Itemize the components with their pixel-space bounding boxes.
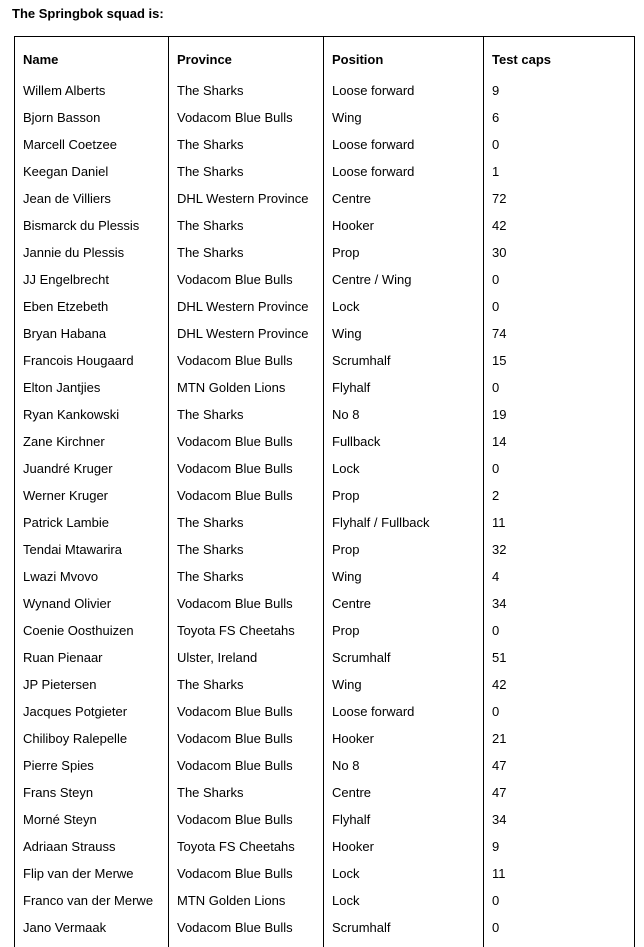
- squad-table: [14, 36, 635, 947]
- player-name-cell: Keegan Daniel: [15, 158, 169, 185]
- province-cell: The Sharks: [169, 77, 324, 104]
- position-cell: Loose forward: [324, 698, 484, 725]
- caps-cell: 42: [484, 671, 635, 698]
- caps-cell: 42: [484, 212, 635, 239]
- position-cell: Prop: [324, 536, 484, 563]
- caps-cell: 0: [484, 887, 635, 914]
- province-cell: Vodacom Blue Bulls: [169, 725, 324, 752]
- caps-cell: 2: [484, 482, 635, 509]
- caps-cell: 21: [484, 725, 635, 752]
- caps-cell: 32: [484, 536, 635, 563]
- position-cell: Lock: [324, 860, 484, 887]
- province-cell: Vodacom Blue Bulls: [169, 482, 324, 509]
- player-name-cell: Lwazi Mvovo: [15, 563, 169, 590]
- position-cell: Flyhalf / Fullback: [324, 509, 484, 536]
- player-name-cell: Elton Jantjies: [15, 374, 169, 401]
- province-cell: Vodacom Blue Bulls: [169, 752, 324, 779]
- position-cell: Prop: [324, 617, 484, 644]
- table-row: [15, 266, 635, 293]
- table-row: [15, 347, 635, 374]
- province-cell: The Sharks: [169, 158, 324, 185]
- province-cell: Vodacom Blue Bulls: [169, 590, 324, 617]
- table-row: [15, 131, 635, 158]
- caps-cell: 0: [484, 698, 635, 725]
- table-row: [15, 401, 635, 428]
- caps-cell: 72: [484, 185, 635, 212]
- position-cell: Scrumhalf: [324, 644, 484, 671]
- caps-cell: 0: [484, 455, 635, 482]
- squad-table-body: [15, 77, 635, 947]
- caps-cell: 74: [484, 320, 635, 347]
- column-header-test-caps: Test caps: [484, 37, 635, 78]
- table-row: [15, 644, 635, 671]
- player-name-cell: Flip van der Merwe: [15, 860, 169, 887]
- caps-cell: 34: [484, 806, 635, 833]
- table-row: [15, 833, 635, 860]
- caps-cell: 47: [484, 752, 635, 779]
- caps-cell: 30: [484, 239, 635, 266]
- position-cell: Loose forward: [324, 131, 484, 158]
- player-name-cell: JJ Engelbrecht: [15, 266, 169, 293]
- player-name-cell: Chiliboy Ralepelle: [15, 725, 169, 752]
- position-cell: No 8: [324, 752, 484, 779]
- position-cell: Prop: [324, 482, 484, 509]
- province-cell: MTN Golden Lions: [169, 374, 324, 401]
- province-cell: Vodacom Blue Bulls: [169, 914, 324, 947]
- player-name-cell: Marcell Coetzee: [15, 131, 169, 158]
- player-name-cell: Coenie Oosthuizen: [15, 617, 169, 644]
- player-name-cell: Bjorn Basson: [15, 104, 169, 131]
- position-cell: Wing: [324, 320, 484, 347]
- caps-cell: 4: [484, 563, 635, 590]
- province-cell: MTN Golden Lions: [169, 887, 324, 914]
- province-cell: The Sharks: [169, 563, 324, 590]
- position-cell: Centre: [324, 185, 484, 212]
- position-cell: Centre / Wing: [324, 266, 484, 293]
- position-cell: Fullback: [324, 428, 484, 455]
- province-cell: DHL Western Province: [169, 293, 324, 320]
- province-cell: The Sharks: [169, 509, 324, 536]
- table-row: [15, 293, 635, 320]
- caps-cell: 0: [484, 266, 635, 293]
- table-row: [15, 104, 635, 131]
- caps-cell: 11: [484, 860, 635, 887]
- province-cell: The Sharks: [169, 401, 324, 428]
- player-name-cell: Bismarck du Plessis: [15, 212, 169, 239]
- table-row: [15, 725, 635, 752]
- table-row: [15, 455, 635, 482]
- header-row: [15, 37, 635, 78]
- position-cell: Lock: [324, 887, 484, 914]
- player-name-cell: Jannie du Plessis: [15, 239, 169, 266]
- player-name-cell: Tendai Mtawarira: [15, 536, 169, 563]
- province-cell: Vodacom Blue Bulls: [169, 860, 324, 887]
- table-row: [15, 158, 635, 185]
- player-name-cell: Ryan Kankowski: [15, 401, 169, 428]
- table-row: [15, 482, 635, 509]
- player-name-cell: Jean de Villiers: [15, 185, 169, 212]
- player-name-cell: Morné Steyn: [15, 806, 169, 833]
- province-cell: Toyota FS Cheetahs: [169, 617, 324, 644]
- caps-cell: 11: [484, 509, 635, 536]
- position-cell: Wing: [324, 671, 484, 698]
- player-name-cell: Eben Etzebeth: [15, 293, 169, 320]
- position-cell: No 8: [324, 401, 484, 428]
- player-name-cell: Jacques Potgieter: [15, 698, 169, 725]
- caps-cell: 51: [484, 644, 635, 671]
- position-cell: Prop: [324, 239, 484, 266]
- table-row: [15, 752, 635, 779]
- province-cell: The Sharks: [169, 671, 324, 698]
- province-cell: Vodacom Blue Bulls: [169, 428, 324, 455]
- province-cell: The Sharks: [169, 779, 324, 806]
- caps-cell: 0: [484, 131, 635, 158]
- player-name-cell: Jano Vermaak: [15, 914, 169, 947]
- position-cell: Loose forward: [324, 77, 484, 104]
- table-row: [15, 563, 635, 590]
- table-row: [15, 590, 635, 617]
- player-name-cell: Bryan Habana: [15, 320, 169, 347]
- position-cell: Wing: [324, 104, 484, 131]
- position-cell: Hooker: [324, 833, 484, 860]
- position-cell: Scrumhalf: [324, 347, 484, 374]
- province-cell: Vodacom Blue Bulls: [169, 266, 324, 293]
- position-cell: Centre: [324, 590, 484, 617]
- column-header-name: Name: [15, 37, 169, 78]
- caps-cell: 34: [484, 590, 635, 617]
- player-name-cell: Frans Steyn: [15, 779, 169, 806]
- column-header-province: Province: [169, 37, 324, 78]
- page-title: The Springbok squad is:: [12, 6, 164, 21]
- player-name-cell: Franco van der Merwe: [15, 887, 169, 914]
- player-name-cell: Francois Hougaard: [15, 347, 169, 374]
- caps-cell: 0: [484, 293, 635, 320]
- caps-cell: 19: [484, 401, 635, 428]
- table-row: [15, 698, 635, 725]
- player-name-cell: Zane Kirchner: [15, 428, 169, 455]
- province-cell: DHL Western Province: [169, 320, 324, 347]
- column-header-position: Position: [324, 37, 484, 78]
- caps-cell: 15: [484, 347, 635, 374]
- province-cell: Vodacom Blue Bulls: [169, 698, 324, 725]
- position-cell: Hooker: [324, 212, 484, 239]
- province-cell: Ulster, Ireland: [169, 644, 324, 671]
- player-name-cell: Patrick Lambie: [15, 509, 169, 536]
- caps-cell: 9: [484, 77, 635, 104]
- table-row: [15, 914, 635, 947]
- player-name-cell: Adriaan Strauss: [15, 833, 169, 860]
- table-row: [15, 212, 635, 239]
- province-cell: The Sharks: [169, 212, 324, 239]
- position-cell: Scrumhalf: [324, 914, 484, 947]
- province-cell: The Sharks: [169, 239, 324, 266]
- table-row: [15, 671, 635, 698]
- position-cell: Wing: [324, 563, 484, 590]
- caps-cell: 0: [484, 914, 635, 947]
- player-name-cell: Willem Alberts: [15, 77, 169, 104]
- province-cell: Toyota FS Cheetahs: [169, 833, 324, 860]
- table-row: [15, 509, 635, 536]
- table-row: [15, 860, 635, 887]
- caps-cell: 0: [484, 617, 635, 644]
- position-cell: Loose forward: [324, 158, 484, 185]
- caps-cell: 9: [484, 833, 635, 860]
- table-row: [15, 185, 635, 212]
- caps-cell: 14: [484, 428, 635, 455]
- table-row: [15, 77, 635, 104]
- player-name-cell: Pierre Spies: [15, 752, 169, 779]
- table-row: [15, 617, 635, 644]
- table-row: [15, 536, 635, 563]
- table-row: [15, 374, 635, 401]
- caps-cell: 0: [484, 374, 635, 401]
- table-row: [15, 239, 635, 266]
- province-cell: Vodacom Blue Bulls: [169, 455, 324, 482]
- player-name-cell: Ruan Pienaar: [15, 644, 169, 671]
- player-name-cell: JP Pietersen: [15, 671, 169, 698]
- province-cell: DHL Western Province: [169, 185, 324, 212]
- province-cell: Vodacom Blue Bulls: [169, 104, 324, 131]
- province-cell: The Sharks: [169, 536, 324, 563]
- province-cell: The Sharks: [169, 131, 324, 158]
- table-row: [15, 887, 635, 914]
- position-cell: Lock: [324, 293, 484, 320]
- position-cell: Flyhalf: [324, 374, 484, 401]
- player-name-cell: Juandré Kruger: [15, 455, 169, 482]
- position-cell: Lock: [324, 455, 484, 482]
- province-cell: Vodacom Blue Bulls: [169, 806, 324, 833]
- squad-table-header: [15, 37, 635, 78]
- player-name-cell: Werner Kruger: [15, 482, 169, 509]
- table-row: [15, 320, 635, 347]
- position-cell: Hooker: [324, 725, 484, 752]
- table-row: [15, 806, 635, 833]
- caps-cell: 47: [484, 779, 635, 806]
- player-name-cell: Wynand Olivier: [15, 590, 169, 617]
- table-row: [15, 779, 635, 806]
- caps-cell: 1: [484, 158, 635, 185]
- table-row: [15, 428, 635, 455]
- province-cell: Vodacom Blue Bulls: [169, 347, 324, 374]
- position-cell: Centre: [324, 779, 484, 806]
- position-cell: Flyhalf: [324, 806, 484, 833]
- caps-cell: 6: [484, 104, 635, 131]
